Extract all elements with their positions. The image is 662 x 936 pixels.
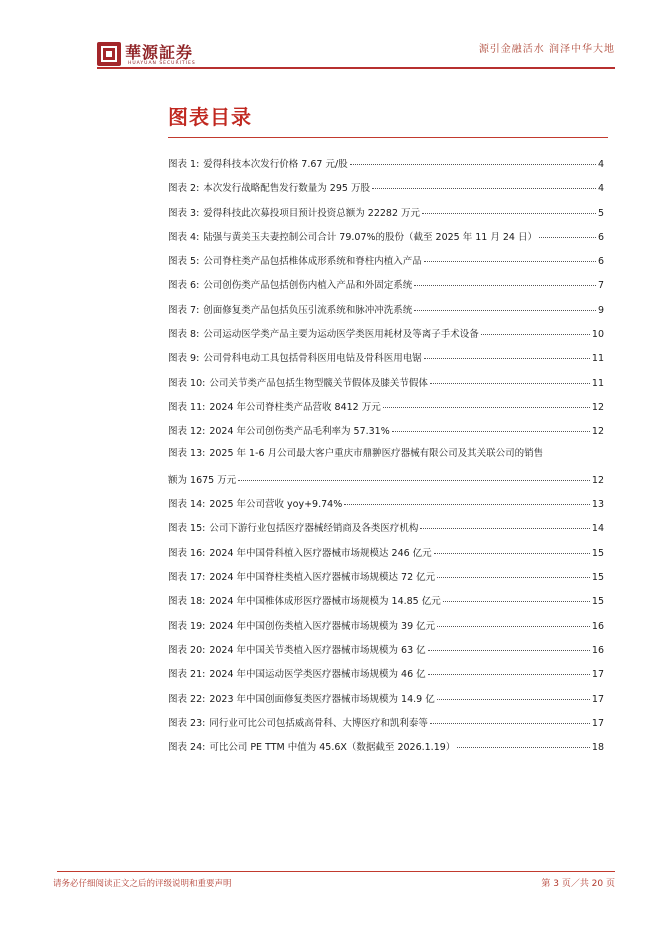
toc-label: 图表 4: <box>168 231 200 243</box>
toc-label: 图表 22: <box>168 693 206 705</box>
toc-page: 6 <box>597 256 604 268</box>
toc-text: 公司关节类产品包括生物型髋关节假体及膝关节假体 <box>209 377 428 389</box>
toc-page: 14 <box>591 523 604 535</box>
toc-label: 图表 15: <box>168 523 206 535</box>
toc-label: 图表 24: <box>168 742 206 754</box>
toc-text: 公司骨科电动工具包括骨科医用电钻及骨科医用电锯 <box>203 353 422 365</box>
logo-english-text: HUAYUAN SECURITIES <box>128 61 196 66</box>
toc-text: 2024 年公司创伤类产品毛利率为 57.31% <box>209 426 390 438</box>
toc-label: 图表 12: <box>168 426 206 438</box>
toc-text: 2024 年中国关节类植入医疗器械市场规模为 63 亿 <box>209 644 426 656</box>
toc-label: 图表 2: <box>168 183 200 195</box>
toc-label: 图表 5: <box>168 256 200 268</box>
toc-page: 5 <box>597 207 604 219</box>
toc-entry[interactable] <box>168 448 604 497</box>
toc-page: 16 <box>591 620 604 632</box>
toc-leader <box>430 723 590 724</box>
toc-entry[interactable] <box>168 545 604 569</box>
page-title: 图表目录 <box>168 105 252 129</box>
toc-text-continued: 额为 1675 万元 <box>168 474 237 486</box>
toc-entry[interactable] <box>168 691 604 715</box>
toc-label: 图表 13: <box>168 447 206 459</box>
toc-entry[interactable] <box>168 205 604 229</box>
toc-text: 2024 年中国椎体成形医疗器械市场规模为 14.85 亿元 <box>209 596 441 608</box>
toc-entry[interactable] <box>168 180 604 204</box>
toc-entry[interactable] <box>168 277 604 301</box>
toc-entry[interactable] <box>168 350 604 374</box>
toc-leader <box>344 504 590 505</box>
toc-label: 图表 17: <box>168 572 206 584</box>
toc-leader <box>392 431 590 432</box>
page-footer <box>0 864 662 936</box>
toc-page: 16 <box>591 644 604 656</box>
toc-leader <box>420 528 590 529</box>
toc-label: 图表 20: <box>168 644 206 656</box>
title-divider <box>168 137 608 138</box>
toc-entry[interactable] <box>168 569 604 593</box>
figure-table-of-contents <box>168 156 604 763</box>
toc-leader <box>428 674 590 675</box>
toc-entry[interactable] <box>168 593 604 617</box>
toc-text: 2024 年中国创伤类植入医疗器械市场规模为 39 亿元 <box>209 620 436 632</box>
toc-leader <box>437 626 590 627</box>
toc-text: 公司下游行业包括医疗器械经销商及各类医疗机构 <box>209 523 419 535</box>
toc-entry[interactable] <box>168 520 604 544</box>
toc-text: 可比公司 PE TTM 中值为 45.6X（数据截至 2026.1.19） <box>209 742 456 754</box>
toc-page: 17 <box>591 717 604 729</box>
toc-page: 7 <box>597 280 604 292</box>
toc-text: 同行业可比公司包括威高骨科、大博医疗和凯利泰等 <box>209 717 428 729</box>
toc-leader <box>437 577 590 578</box>
toc-entry[interactable] <box>168 253 604 277</box>
logo-seal-icon <box>97 42 121 66</box>
footer-disclaimer: 请务必仔细阅读正文之后的评级说明和重要声明 <box>53 879 232 889</box>
toc-leader <box>443 601 590 602</box>
page-header <box>0 0 662 70</box>
toc-text: 2024 年中国骨科植入医疗器械市场规模达 246 亿元 <box>209 547 432 559</box>
toc-page: 12 <box>591 426 604 438</box>
toc-page: 11 <box>591 353 604 365</box>
toc-entry[interactable] <box>168 642 604 666</box>
toc-label: 图表 8: <box>168 329 200 341</box>
toc-text: 2024 年公司脊柱类产品营收 8412 万元 <box>209 401 381 413</box>
toc-label: 图表 14: <box>168 499 206 511</box>
toc-leader <box>238 480 590 481</box>
toc-text: 2023 年中国创面修复类医疗器械市场规模为 14.9 亿 <box>209 693 435 705</box>
toc-leader <box>430 383 590 384</box>
toc-page: 15 <box>591 572 604 584</box>
toc-label: 图表 11: <box>168 401 206 413</box>
toc-page: 13 <box>591 499 604 511</box>
toc-page: 17 <box>591 693 604 705</box>
toc-page: 4 <box>597 183 604 195</box>
toc-text: 2025 年公司营收 yoy+9.74% <box>209 499 343 511</box>
logo-text: 華源証券 <box>125 43 194 62</box>
toc-leader <box>372 188 596 189</box>
toc-text: 公司脊柱类产品包括椎体成形系统和脊柱内植入产品 <box>203 256 422 268</box>
toc-text: 2024 年中国脊柱类植入医疗器械市场规模达 72 亿元 <box>209 572 436 584</box>
toc-leader <box>457 747 590 748</box>
toc-page: 6 <box>597 231 604 243</box>
toc-leader <box>428 650 590 651</box>
toc-entry[interactable] <box>168 666 604 690</box>
toc-page: 17 <box>591 669 604 681</box>
toc-page: 15 <box>591 596 604 608</box>
toc-text: 创面修复类产品包括负压引流系统和脉冲冲洗系统 <box>203 304 413 316</box>
header-slogan: 源引金融活水 润泽中华大地 <box>478 44 615 55</box>
toc-label: 图表 6: <box>168 280 200 292</box>
toc-label: 图表 16: <box>168 547 206 559</box>
toc-label: 图表 19: <box>168 620 206 632</box>
toc-leader <box>539 237 596 238</box>
toc-label: 图表 21: <box>168 669 206 681</box>
toc-text: 2025 年 1-6 月公司最大客户重庆市鼎翀医疗器械有限公司及其关联公司的销售 <box>209 447 544 459</box>
toc-entry[interactable] <box>168 739 604 763</box>
toc-label: 图表 7: <box>168 304 200 316</box>
toc-leader <box>422 213 596 214</box>
toc-leader <box>350 164 596 165</box>
toc-page: 4 <box>597 159 604 170</box>
toc-text: 公司创伤类产品包括创伤内植入产品和外固定系统 <box>203 280 413 292</box>
toc-leader <box>424 358 590 359</box>
toc-page: 10 <box>591 329 604 341</box>
toc-leader <box>424 261 596 262</box>
toc-text: 陆强与黄美玉夫妻控制公司合计 79.07%的股份（截至 2025 年 11 月 24 日） <box>203 231 537 243</box>
toc-entry[interactable] <box>168 156 604 180</box>
toc-label: 图表 18: <box>168 596 206 608</box>
header-divider <box>97 67 615 69</box>
toc-label: 图表 10: <box>168 377 206 389</box>
toc-page: 15 <box>591 547 604 559</box>
toc-entry[interactable] <box>168 399 604 423</box>
toc-text: 爱得科技本次发行价格 7.67 元/股 <box>203 159 348 170</box>
toc-label: 图表 23: <box>168 717 206 729</box>
toc-leader <box>481 334 590 335</box>
footer-divider <box>57 871 615 872</box>
toc-page: 11 <box>591 377 604 389</box>
toc-leader <box>383 407 590 408</box>
toc-page: 18 <box>591 742 604 754</box>
toc-leader <box>437 699 590 700</box>
company-logo <box>97 40 207 70</box>
toc-text: 2024 年中国运动医学类医疗器械市场规模为 46 亿 <box>209 669 426 681</box>
toc-entry[interactable] <box>168 302 604 326</box>
toc-entry[interactable] <box>168 229 604 253</box>
page-number: 第 3 页／共 20 页 <box>541 879 615 889</box>
toc-label: 图表 1: <box>168 159 200 170</box>
toc-entry[interactable] <box>168 496 604 520</box>
toc-label: 图表 3: <box>168 207 200 219</box>
toc-entry[interactable] <box>168 618 604 642</box>
toc-page: 9 <box>597 304 604 316</box>
toc-text: 爱得科技此次募投项目预计投资总额为 22282 万元 <box>203 207 421 219</box>
toc-entry[interactable] <box>168 375 604 399</box>
toc-label: 图表 9: <box>168 353 200 365</box>
toc-entry[interactable] <box>168 715 604 739</box>
toc-text: 本次发行战略配售发行数量为 295 万股 <box>203 183 370 195</box>
toc-page: 12 <box>591 401 604 413</box>
toc-entry[interactable] <box>168 326 604 350</box>
toc-leader <box>414 310 596 311</box>
toc-entry[interactable] <box>168 423 604 447</box>
toc-leader <box>414 285 596 286</box>
toc-leader <box>434 553 590 554</box>
toc-page: 12 <box>591 474 604 486</box>
toc-text: 公司运动医学类产品主要为运动医学类医用耗材及等离子手术设备 <box>203 329 479 341</box>
